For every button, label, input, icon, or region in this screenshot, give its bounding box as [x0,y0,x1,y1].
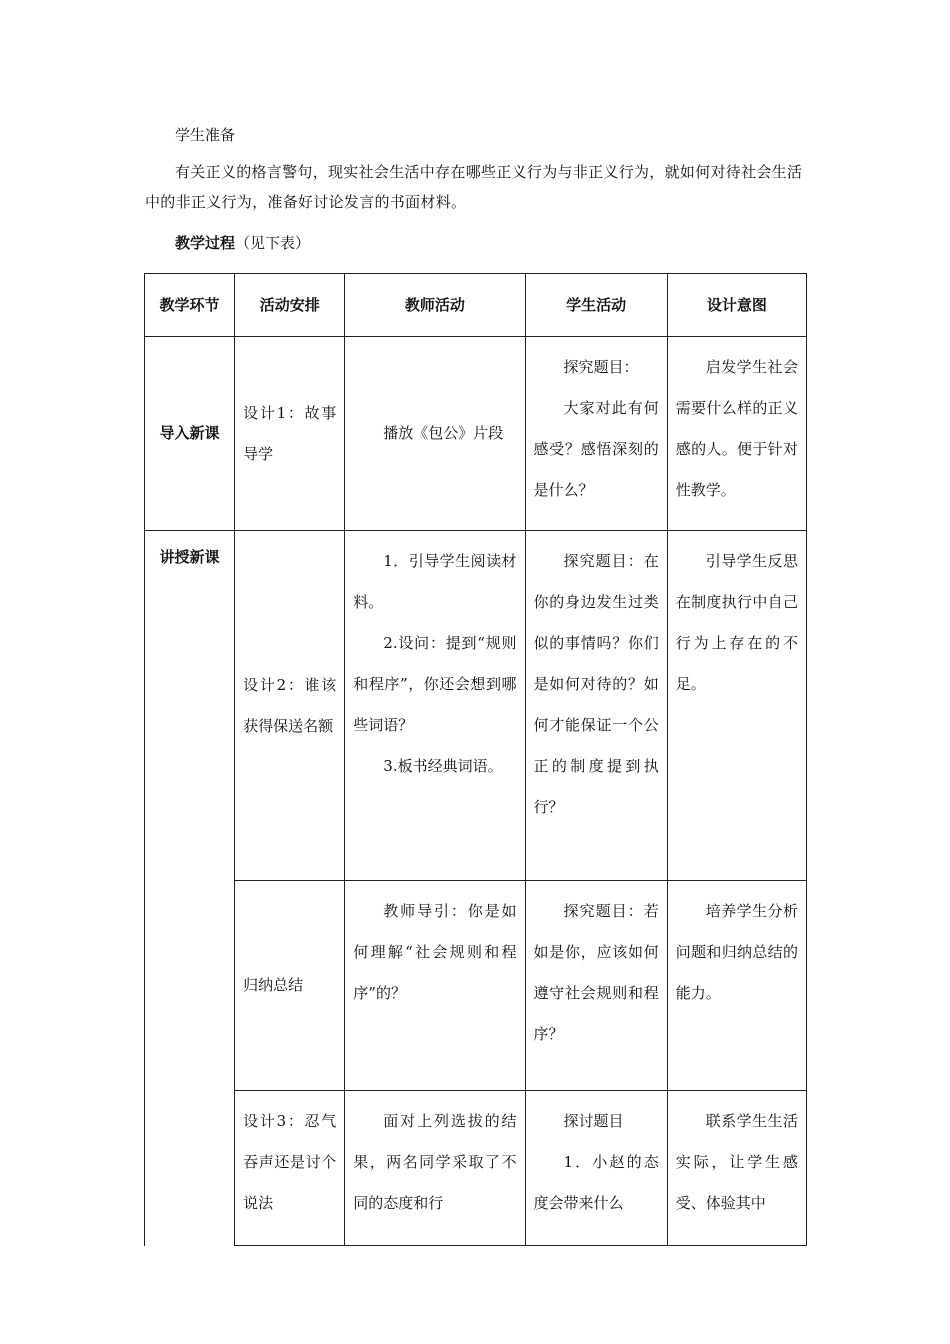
student-cell [525,337,667,531]
student-prep-text: 有关正义的格言警句，现实社会生活中存在哪些正义行为与非正义行为，就如何对待社会生活中的非正义行为，准备好讨论发言的书面材料。 [145,163,803,211]
process-label: 教学过程 [175,234,236,252]
stage-cell: 讲授新课 [145,531,235,1246]
student-text: 探究题目： [563,358,639,376]
student-prep-heading: 学生准备 [175,126,236,144]
header-stage: 教学环节 [145,274,235,337]
student-text: 探讨题目 [563,1112,624,1130]
student-cell: 探究题目：在你的身边发生过类似的事情吗？你们是如何对待的？如何才能保证一个公正的制度提到执行？ [525,531,667,881]
intent-cell: 培养学生分析问题和归纳总结的能力。 [667,881,806,1091]
table-row [145,1091,807,1246]
lesson-plan-table [144,273,807,1246]
header-intent: 设计意图 [667,274,806,337]
teacher-cell: 面对上列选拔的结果，两名同学采取了不同的态度和行 [345,1091,525,1246]
arrangement-cell: 设计2：谁该获得保送名额 [235,531,345,881]
intent-cell: 引导学生反思在制度执行中自己行为上存在的不足。 [667,531,806,881]
table-row [145,531,807,881]
student-text: 大家对此有何感受？感悟深刻的是什么？ [533,399,659,499]
intent-cell: 启发学生社会需要什么样的正义感的人。便于针对性教学。 [667,337,806,531]
table-row [145,337,807,531]
teacher-text: 2.设问：提到“规则和程序”，你还会想到哪些词语？ [353,634,517,734]
arrangement-cell: 设计1：故事导学 [235,337,345,531]
student-text: 1．小赵的态度会带来什么 [533,1153,659,1212]
arrangement-cell: 归纳总结 [235,881,345,1091]
teaching-process-heading [145,228,807,258]
intent-cell: 联系学生生活实际，让学生感受、体验其中 [667,1091,806,1246]
arrangement-cell: 设计3：忍气吞声还是讨个说法 [235,1091,345,1246]
teacher-text: 1．引导学生阅读材料。 [353,552,517,611]
table-row [145,881,807,1091]
teacher-cell: 播放《包公》片段 [345,337,525,531]
teacher-cell [345,531,525,881]
table-header-row [145,274,807,337]
process-note: （见下表） [235,234,311,252]
header-teacher: 教师活动 [345,274,525,337]
student-cell [525,1091,667,1246]
stage-cell: 导入新课 [145,337,235,531]
header-arrangement: 活动安排 [235,274,345,337]
teacher-text: 3.板书经典词语。 [383,757,503,775]
student-cell: 探究题目：若如是你，应该如何遵守社会规则和程序？ [525,881,667,1091]
teacher-cell: 教师导引：你是如何理解“社会规则和程序”的？ [345,881,525,1091]
header-student: 学生活动 [525,274,667,337]
